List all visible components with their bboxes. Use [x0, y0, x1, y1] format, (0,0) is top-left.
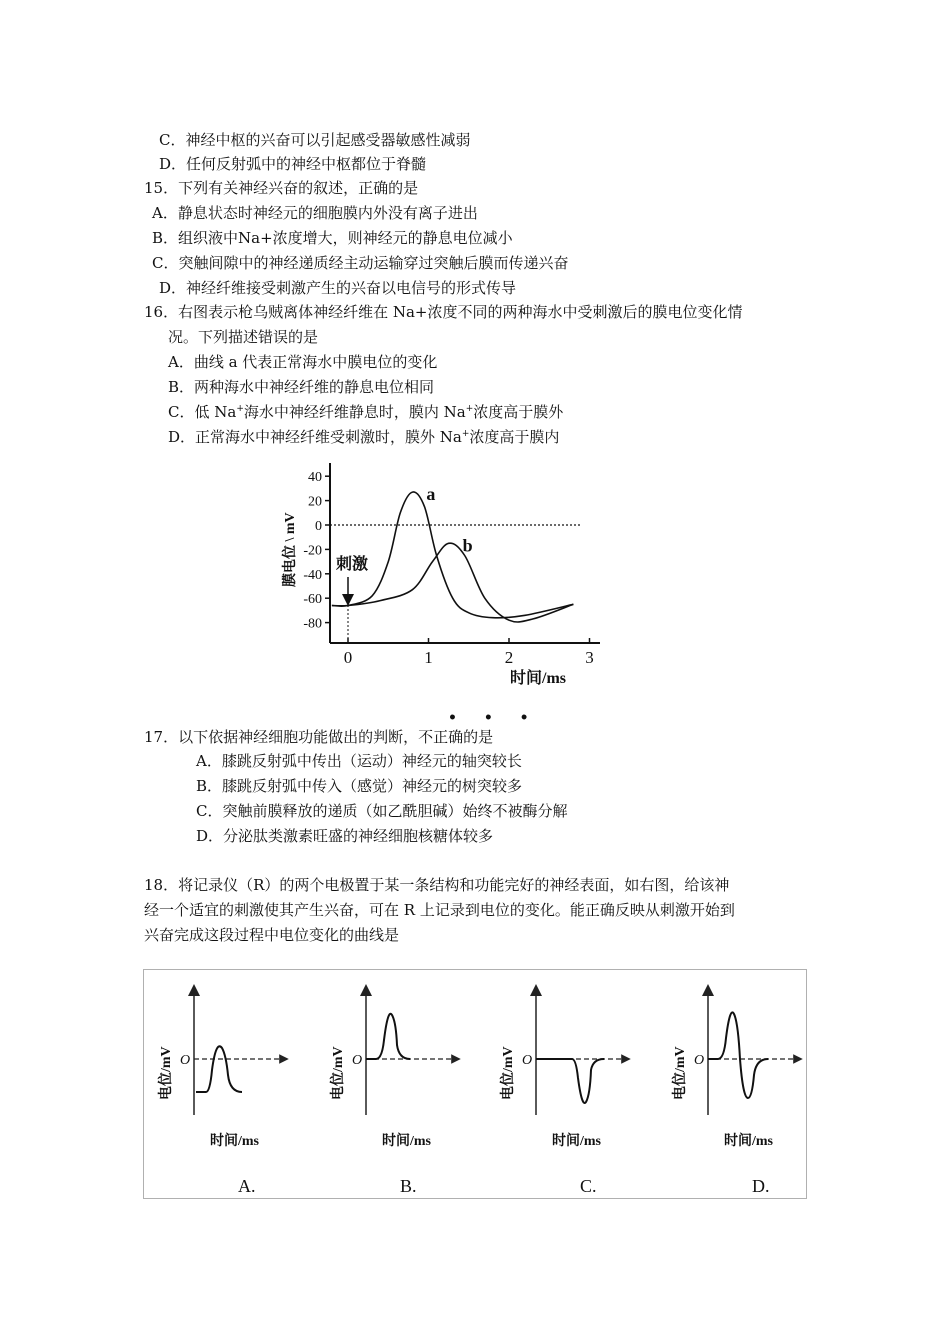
x-axis-label: 时间/ms	[510, 670, 567, 687]
curve-label-a: a	[426, 484, 436, 505]
q17-stem: 17．以下依据神经细胞功能做出的判断，不正确的是	[144, 728, 494, 746]
x-tick-label: 3	[585, 648, 594, 667]
svg-text:时间/ms: 时间/ms	[382, 1134, 431, 1149]
svg-text:电位/mV: 电位/mV	[673, 1046, 688, 1100]
q17-option-a: A．膝跳反射弧中传出（运动）神经元的轴突较长	[196, 752, 522, 770]
q15-option-b: B．组织液中Na+浓度增大，则神经元的静息电位减小	[152, 229, 513, 247]
svg-text:O: O	[180, 1053, 191, 1068]
option-c-letter: C.	[580, 1176, 597, 1196]
option-d-graph	[671, 990, 798, 1196]
curve-a	[332, 492, 574, 618]
q18-options-svg	[144, 970, 806, 1198]
superscript-plus: +	[465, 404, 474, 414]
svg-text:时间/ms: 时间/ms	[552, 1134, 601, 1149]
q16-d-pre: D．正常海水中神经纤维受刺激时，膜外 Na	[168, 428, 462, 446]
option-b-curve	[366, 1014, 410, 1059]
superscript-plus: +	[236, 404, 244, 414]
svg-text:时间/ms: 时间/ms	[210, 1134, 259, 1149]
stimulus-label: 刺激	[336, 556, 369, 573]
option-a-letter: A.	[238, 1176, 256, 1196]
q17-option-b: B．膝跳反射弧中传入（感觉）神经元的树突较多	[196, 777, 523, 795]
q16-c-post: 浓度高于膜外	[473, 403, 564, 421]
svg-text:电位/mV: 电位/mV	[501, 1046, 516, 1100]
q15-option-a: A．静息状态时神经元的细胞膜内外没有离子进出	[152, 204, 478, 222]
q17-option-d: D．分泌肽类激素旺盛的神经细胞核糖体较多	[196, 827, 494, 845]
svg-text:O: O	[694, 1053, 705, 1068]
option-b-letter: B.	[400, 1176, 417, 1196]
q18-stem-line2: 经一个适宜的刺激使其产生兴奋，可在 R 上记录到电位的变化。能正确反映从刺激开始到	[144, 901, 735, 919]
q15-stem: 15．下列有关神经兴奋的叙述，正确的是	[144, 179, 419, 197]
y-tick-label: 40	[308, 470, 322, 486]
q17-option-c: C．突触前膜释放的递质（如乙酰胆碱）始终不被酶分解	[196, 802, 568, 820]
q16-option-a: A．曲线 a 代表正常海水中膜电位的变化	[168, 353, 438, 371]
x-tick-label: 2	[504, 648, 514, 667]
q18-stem-line1: 18．将记录仪（R）的两个电极置于某一条结构和功能完好的神经表面，如右图，给该神	[144, 876, 730, 894]
q16-option-c	[168, 402, 563, 422]
y-tick-label: 20	[308, 494, 322, 510]
x-tick-label: 0	[343, 648, 353, 667]
curve-b	[332, 543, 574, 622]
svg-text:时间/ms: 时间/ms	[724, 1134, 773, 1149]
q14-option-c: C．神经中枢的兴奋可以引起感受器敏感性减弱	[159, 131, 471, 149]
option-d-curve	[708, 1012, 768, 1098]
y-tick-label: 0	[315, 519, 322, 534]
svg-text:O: O	[352, 1053, 363, 1068]
q16-c-pre: C．低 Na	[168, 403, 237, 421]
q16-c-mid: 海水中神经纤维静息时，膜内 Na	[243, 403, 466, 421]
option-c-graph	[499, 990, 626, 1196]
y-tick-label: -40	[303, 567, 322, 583]
option-a-curve	[196, 1046, 242, 1092]
x-tick-label: 1	[424, 648, 433, 667]
curve-label-b: b	[462, 535, 473, 556]
y-tick-label: -20	[303, 543, 322, 559]
svg-text:O: O	[522, 1053, 533, 1068]
q16-stem-line2: 况。下列描述错误的是	[168, 328, 319, 346]
emphasis-dots: • • •	[448, 710, 540, 726]
y-tick-label: -80	[303, 616, 322, 632]
option-b-graph	[329, 990, 456, 1196]
option-d-letter: D.	[752, 1176, 770, 1196]
option-a-graph	[157, 990, 284, 1196]
q15-option-c: C．突触间隙中的神经递质经主动运输穿过突触后膜而传递兴奋	[152, 254, 569, 272]
q14-option-d: D．任何反射弧中的神经中枢都位于脊髓	[159, 155, 427, 173]
y-axis-label: 膜电位 \ mV	[283, 512, 298, 587]
q16-option-b: B．两种海水中神经纤维的静息电位相同	[168, 378, 435, 396]
q18-stem-line3: 兴奋完成这段过程中电位变化的曲线是	[144, 926, 400, 944]
q16-stem-line1: 16．右图表示枪乌贼离体神经纤维在 Na+浓度不同的两种海水中受刺激后的膜电位变化情	[144, 303, 743, 321]
membrane-potential-chart	[270, 455, 630, 695]
option-c-curve	[536, 1059, 604, 1103]
q16-d-post: 浓度高于膜内	[469, 428, 560, 446]
y-tick-label: -60	[303, 592, 322, 608]
superscript-plus: +	[461, 429, 470, 439]
svg-text:电位/mV: 电位/mV	[331, 1046, 346, 1100]
q16-option-d	[168, 427, 559, 447]
q15-option-d: D．神经纤维接受刺激产生的兴奋以电信号的形式传导	[159, 279, 517, 297]
svg-text:电位/mV: 电位/mV	[159, 1046, 174, 1100]
q18-options-figure	[143, 969, 807, 1199]
